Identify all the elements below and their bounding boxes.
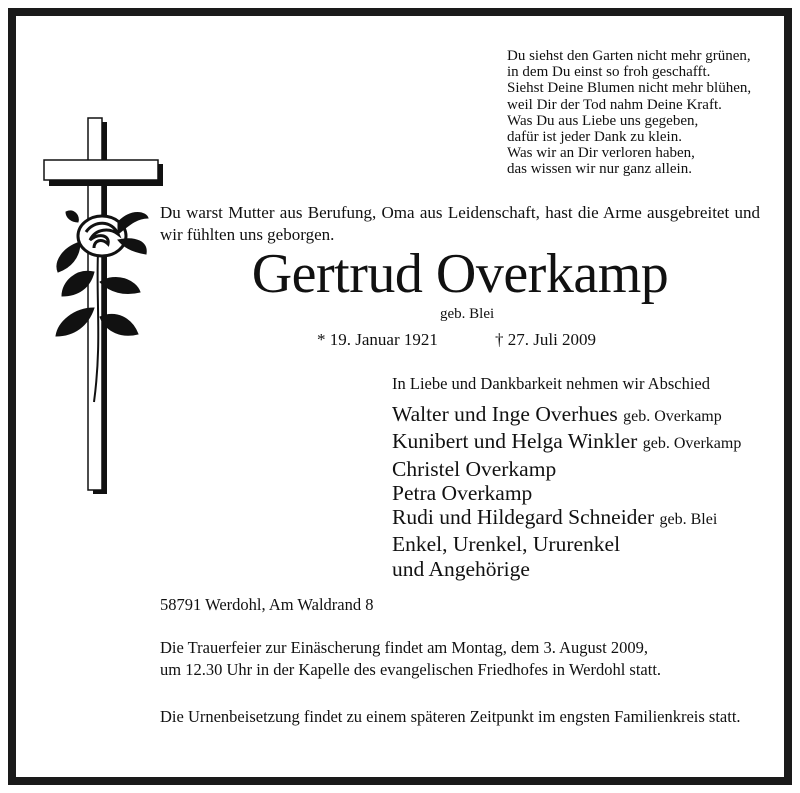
cross-icon <box>44 118 163 494</box>
mourner: Kunibert und Helga Winkler geb. Overkamp <box>392 429 742 454</box>
poem-line: Siehst Deine Blumen nicht mehr blühen, <box>507 80 752 97</box>
mourner: Rudi und Hildegard Schneider geb. Blei <box>392 505 718 530</box>
mourner: Walter und Inge Overhues geb. Overkamp <box>392 402 722 426</box>
address: 58791 Werdohl, Am Waldrand 8 <box>160 595 374 614</box>
death-date: † 27. Juli 2009 <box>495 330 597 349</box>
deceased-name: Gertrud Overkamp <box>251 243 669 305</box>
birth-date: * 19. Januar 1921 <box>317 330 438 349</box>
poem-line: Was Du aus Liebe uns gegeben, <box>507 112 699 129</box>
mourner: Petra Overkamp <box>392 480 533 505</box>
birth-name: geb. Blei <box>440 306 495 322</box>
mourner: Christel Overkamp <box>392 456 557 481</box>
intro-text: Du warst Mutter aus Berufung, Oma aus Leidenschaft, hast die Arme ausgebreitet und wir fühlten uns geborgen. <box>160 203 760 244</box>
poem-line: dafür ist jeder Dank zu klein. <box>507 129 682 146</box>
poem-line: weil Dir der Tod nahm Deine Kraft. <box>507 96 722 113</box>
poem-line: das wissen wir nur ganz allein. <box>507 161 692 178</box>
poem <box>507 48 751 178</box>
ceremony-text: Die Trauerfeier zur Einäscherung findet am Montag, dem 3. August 2009, um 12.30 Uhr in der Kapelle des evangelischen Friedhofes in Werdohl statt. <box>160 638 662 679</box>
mourner: und Angehörige <box>392 556 530 581</box>
poem-line: Du siehst den Garten nicht mehr grünen, <box>507 48 751 64</box>
urn-burial-text: Die Urnenbeisetzung findet zu einem späteren Zeitpunkt im engsten Familienkreis statt. <box>160 707 741 726</box>
farewell-text: In Liebe und Dankbarkeit nehmen wir Abschied <box>392 374 710 393</box>
mourner: Enkel, Urenkel, Ururenkel <box>392 532 621 557</box>
cross-with-rose-icon <box>36 112 166 502</box>
poem-line: in dem Du einst so froh geschafft. <box>507 64 711 81</box>
mourners-list <box>392 402 741 581</box>
poem-line: Was wir an Dir verloren haben, <box>507 145 695 162</box>
